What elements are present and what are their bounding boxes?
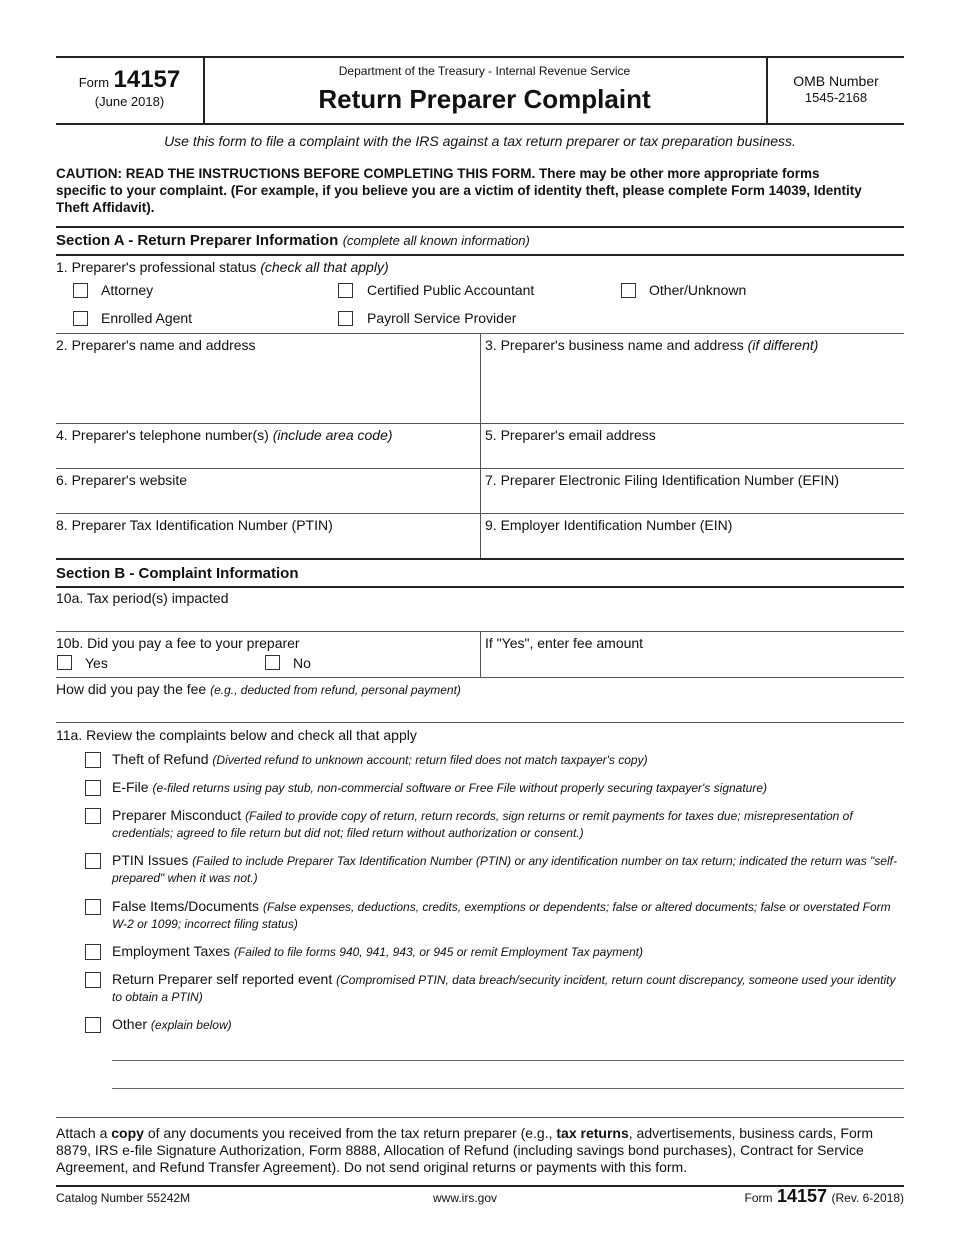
complaint-title: False Items/Documents: [112, 898, 260, 914]
q11a-label: 11a. Review the complaints below and check all that apply: [56, 727, 417, 743]
section-a-title-rule: [56, 254, 904, 256]
ptin-field[interactable]: [56, 536, 476, 556]
complaint-title: Theft of Refund: [112, 751, 209, 767]
q9-label: 9. Employer Identification Number (EIN): [485, 517, 733, 533]
attach-text-3: , advertisements, business cards, Form 8879, IRS e-file Signature Authorization, Form 8888, Allocation of Refund (including savings bond purchases), Contract for Service Agreement, and Refund Transfer Agreement). Do not send original returns or payments with this form.: [56, 1125, 874, 1175]
efin-field[interactable]: [484, 491, 902, 511]
q1-note: (check all that apply): [260, 259, 389, 275]
footer-rev: (Rev. 6-2018): [831, 1191, 904, 1205]
q4-top-rule: [56, 423, 904, 424]
pay-how-top-rule: [56, 677, 904, 678]
section-a-title: Section A - Return Preparer Information: [56, 232, 339, 249]
q6-top-rule: [56, 468, 904, 469]
caution-line-2: specific to your complaint. (For example, if you believe you are a victim of identity theft, please complete Form 14039, Identity: [56, 183, 862, 198]
self-reported-event-checkbox[interactable]: [85, 972, 101, 988]
section-a-top-rule: [56, 226, 904, 228]
catalog-number: Catalog Number 55242M: [56, 1191, 191, 1205]
other-explain-line-2: [112, 1088, 904, 1089]
complaint-desc: (Failed to include Preparer Tax Identification Number (PTIN) or any identification number on tax return; indicated the return was "self-prepared" when it was not.): [112, 854, 897, 885]
e-file-text: [112, 779, 904, 796]
complaint-desc: (Failed to file forms 940, 941, 943, or 945 or remit Employment Tax payment): [233, 945, 643, 959]
header-top-rule: [56, 56, 904, 58]
pay-how-label: How did you pay the fee: [56, 681, 207, 697]
header-bottom-rule: [56, 123, 904, 125]
ptin-issues-checkbox[interactable]: [85, 853, 101, 869]
attach-top-rule: [56, 1117, 904, 1118]
q2-label: 2. Preparer's name and address: [56, 337, 256, 353]
enrolled-agent-checkbox[interactable]: [73, 311, 88, 326]
theft-of-refund-text: [112, 751, 904, 768]
complaint-desc: (Compromised PTIN, data breach/security incident, return count discrepancy, someone used your identity to obtain a PTIN): [112, 973, 896, 1004]
q8-label: 8. Preparer Tax Identification Number (PTIN): [56, 517, 333, 533]
department: Department of the Treasury - Internal Revenue Service: [338, 64, 631, 78]
website-field[interactable]: [56, 491, 476, 511]
complaint-title: PTIN Issues: [112, 852, 189, 868]
fee-yes-label: Yes: [85, 655, 108, 671]
false-items-text: [112, 898, 904, 932]
enrolled-agent-label: Enrolled Agent: [101, 310, 193, 326]
intro-text: Use this form to file a complaint with the IRS against a tax return preparer or tax preparation business.: [164, 133, 796, 149]
complaint-title: Preparer Misconduct: [112, 807, 242, 823]
fee-amount-field[interactable]: [484, 654, 902, 675]
other-complaint-text: [112, 1016, 904, 1033]
fee-amount-label: If "Yes", enter fee amount: [485, 635, 644, 651]
employment-taxes-checkbox[interactable]: [85, 944, 101, 960]
other-explain-field-2[interactable]: [112, 1070, 904, 1088]
self-reported-event-text: [112, 971, 904, 1005]
pay-how-field[interactable]: [56, 700, 902, 720]
footer-form-id: [600, 1186, 904, 1207]
caution-line-1: CAUTION: READ THE INSTRUCTIONS BEFORE COMPLETING THIS FORM. There may be other more appropriate forms: [56, 166, 820, 181]
fee-no-label: No: [293, 655, 311, 671]
form-id: [56, 66, 203, 109]
email-field[interactable]: [484, 446, 902, 466]
other-explain-field-1[interactable]: [112, 1042, 904, 1060]
irs-website: www.irs.gov: [432, 1191, 497, 1205]
complaint-desc: (e-filed returns using pay stub, non-commercial software or Free File without properly securing taxpayer's signature): [152, 781, 768, 795]
q3-label: 3. Preparer's business name and address: [485, 337, 744, 353]
complaint-title: E-File: [112, 779, 149, 795]
q10b-label: 10b. Did you pay a fee to your preparer: [56, 635, 300, 651]
form-date: (June 2018): [94, 94, 165, 109]
other-explain-line-1: [112, 1060, 904, 1061]
attach-text-1: Attach a: [56, 1125, 112, 1141]
q7-label: 7. Preparer Electronic Filing Identification Number (EFIN): [485, 472, 840, 488]
footer-form-word: Form: [744, 1191, 773, 1205]
e-file-checkbox[interactable]: [85, 780, 101, 796]
fee-no-checkbox[interactable]: [265, 655, 280, 670]
q8-top-rule: [56, 513, 904, 514]
tax-period-field[interactable]: [56, 609, 902, 629]
omb-number: 1545-2168: [804, 90, 868, 105]
preparer-name-address-field[interactable]: [56, 356, 476, 422]
other-unknown-label: Other/Unknown: [649, 282, 747, 298]
theft-of-refund-checkbox[interactable]: [85, 752, 101, 768]
complaint-title: Return Preparer self reported event: [112, 971, 333, 987]
section-b-title-rule: [56, 586, 904, 588]
form-number: 14157: [113, 66, 181, 93]
pay-how-label-row: [56, 681, 461, 697]
complaint-desc: (False expenses, deductions, credits, exemptions or dependents; false or altered documents; false or overstated Form W-2 or 1099; incorrect filing status): [112, 900, 891, 931]
false-items-checkbox[interactable]: [85, 899, 101, 915]
q10b-column-divider: [480, 631, 481, 677]
q1-label-row: [56, 259, 389, 275]
attorney-label: Attorney: [101, 282, 154, 298]
q5-label: 5. Preparer's email address: [485, 427, 656, 443]
form-word: Form: [78, 75, 110, 90]
q3-label-row: [485, 337, 818, 353]
attach-bold-tax-returns: tax returns: [556, 1125, 629, 1141]
attorney-checkbox[interactable]: [73, 283, 88, 298]
attach-text-2: of any documents you received from the tax return preparer (e.g.,: [143, 1125, 557, 1141]
complaint-desc: (explain below): [150, 1018, 232, 1032]
payroll-provider-label: Payroll Service Provider: [367, 310, 517, 326]
q11a-top-rule: [56, 722, 904, 723]
other-complaint-checkbox[interactable]: [85, 1017, 101, 1033]
fee-yes-checkbox[interactable]: [57, 655, 72, 670]
q6-label: 6. Preparer's website: [56, 472, 188, 488]
omb-label: OMB Number: [793, 73, 879, 89]
page-title: Return Preparer Complaint: [318, 84, 651, 114]
section-a-note: (complete all known information): [342, 233, 530, 248]
section-b-title: Section B - Complaint Information: [56, 565, 299, 582]
q4-label-row: [56, 427, 393, 443]
cpa-checkbox[interactable]: [338, 283, 353, 298]
complaint-desc: (Diverted refund to unknown account; return filed does not match taxpayer's copy): [212, 753, 648, 767]
footer-form-number: 14157: [777, 1186, 828, 1206]
pay-how-note: (e.g., deducted from refund, personal payment): [210, 683, 461, 697]
omb-block: [766, 73, 906, 105]
payroll-provider-checkbox[interactable]: [338, 311, 353, 326]
ptin-issues-text: [112, 852, 904, 886]
ein-field[interactable]: [484, 536, 902, 556]
q3-note: (if different): [747, 337, 819, 353]
attach-paragraph: [56, 1125, 904, 1176]
section-b-top-rule: [56, 558, 904, 560]
q4-label: 4. Preparer's telephone number(s): [56, 427, 269, 443]
cpa-label: Certified Public Accountant: [367, 282, 535, 298]
caution-line-3: Theft Affidavit).: [56, 200, 155, 215]
q10a-label: 10a. Tax period(s) impacted: [56, 590, 229, 606]
telephone-field[interactable]: [56, 446, 476, 466]
complaint-desc: (Failed to provide copy of return, return records, sign returns or remit payments for taxes due; misrepresentation of credentials; agreed to file return but did not; filed return without authorization or consent.): [112, 809, 853, 840]
section-a-heading: [56, 232, 530, 250]
attach-bold-copy: copy: [111, 1125, 144, 1141]
preparer-misconduct-checkbox[interactable]: [85, 808, 101, 824]
q4-note: (include area code): [272, 427, 393, 443]
preparer-misconduct-text: [112, 807, 904, 841]
employment-taxes-text: [112, 943, 904, 960]
complaint-title: Other: [112, 1016, 148, 1032]
section-a-column-divider: [480, 333, 481, 558]
complaint-title: Employment Taxes: [112, 943, 231, 959]
q1-label: 1. Preparer's professional status: [56, 259, 257, 275]
other-unknown-checkbox[interactable]: [621, 283, 636, 298]
business-name-address-field[interactable]: [484, 356, 902, 422]
